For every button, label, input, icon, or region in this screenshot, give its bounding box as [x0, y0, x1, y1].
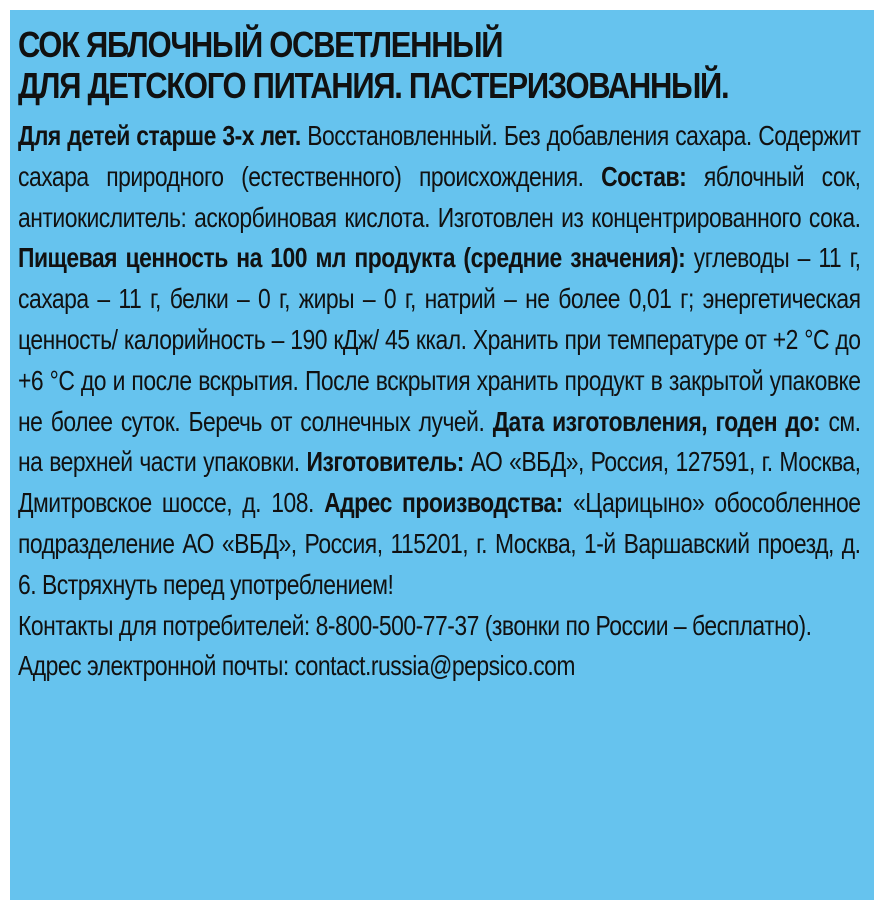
manufacturer-label: Изготовитель:: [306, 446, 471, 478]
manufacturer-text: АО «ВБД», Россия, 127591, г. Москва, Дмитровское шоссе, д. 108.: [18, 446, 861, 519]
composition-text: яблочный сок, антиокислитель: аскорбиновая кислота. Изготовлен из концентрированного сока.: [18, 160, 861, 233]
product-title-line-1: СОК ЯБЛОЧНЫЙ ОСВЕТЛЕННЫЙ: [18, 24, 503, 65]
contacts-text: Контакты для потребителей: 8-800-500-77-37 (звонки по России – бесплатно).: [18, 609, 812, 641]
product-title: [18, 24, 747, 106]
date-label: Дата изготовления, годен до:: [492, 405, 829, 437]
nutrition-label: Пищевая ценность на 100 мл продукта (средние значения):: [18, 242, 694, 274]
shake-note: Встряхнуть перед употреблением!: [42, 568, 394, 600]
product-description: [18, 116, 861, 687]
production-address-label: Адрес производства:: [324, 487, 573, 519]
email-text: Адрес электронной почты: contact.russia@pepsico.com: [18, 650, 576, 682]
age-label: Для детей старше 3-х лет.: [18, 120, 308, 151]
composition-label: Состав:: [601, 160, 704, 192]
date-text: см. на верхней части упаковки.: [18, 405, 861, 478]
nutrition-text: углеводы – 11 г, сахара – 11 г, белки – 0 г, жиры – 0 г, натрий – не более 0,01 г; энергетическая ценность/ калорийность – 190 кДж/ 45 ккал. Хранить при температуре от +2 °С до +6 °С до и после вскрытия. После вскрытия хранить продукт в закрытой упаковке не более суток. Беречь от солнечных лучей.: [18, 242, 861, 437]
product-label-panel: [10, 10, 874, 900]
production-address-text: «Царицыно» обособленное подразделение АО «ВБД», Россия, 115201, г. Москва, 1-й Варшавский проезд, д. 6.: [18, 487, 861, 600]
description-text: Восстановленный. Без добавления сахара. Содержит сахара природного (естественного) происхождения.: [18, 120, 861, 192]
product-title-line-2: ДЛЯ ДЕТСКОГО ПИТАНИЯ. ПАСТЕРИЗОВАННЫЙ.: [18, 65, 729, 106]
